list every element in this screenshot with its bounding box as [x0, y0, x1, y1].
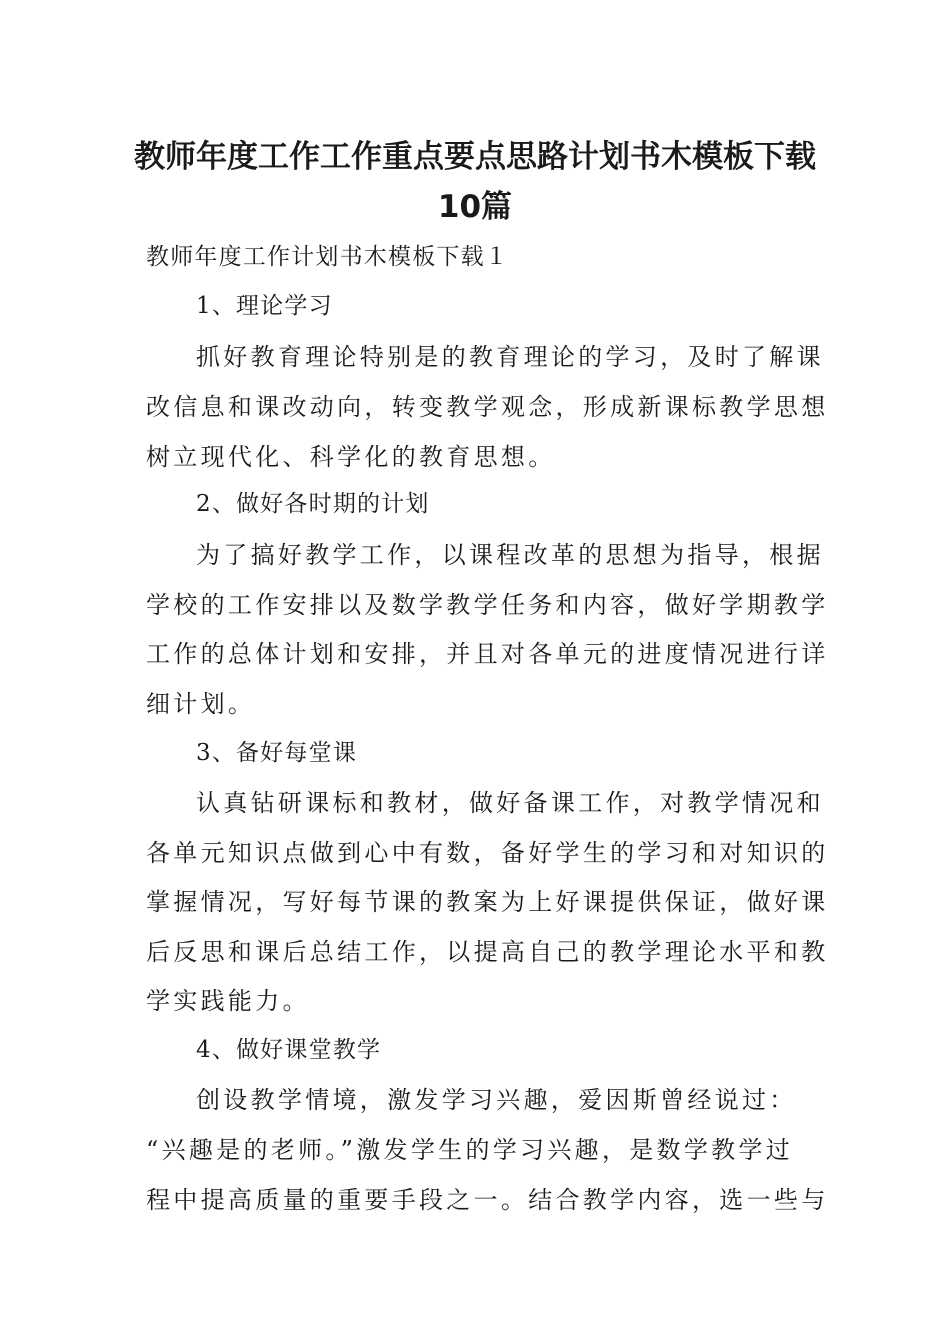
- paragraph-line: 后反思和课后总结工作，以提高自己的教学理论水平和教: [146, 938, 829, 966]
- paragraph-line: “兴趣是的老师。”激发学生的学习兴趣，是数学教学过: [146, 1136, 794, 1164]
- paragraph-line: 抓好教育理论特别是的教育理论的学习，及时了解课: [196, 343, 824, 371]
- section-heading: 1、理论学习: [196, 293, 333, 319]
- paragraph-line: 学实践能力。: [146, 987, 310, 1015]
- paragraph-line: 细计划。: [146, 690, 256, 718]
- document-title: 教师年度工作工作重点要点思路计划书木模板下载: [134, 139, 816, 175]
- paragraph-line: 各单元知识点做到心中有数，备好学生的学习和对知识的: [146, 839, 829, 867]
- paragraph-line: 改信息和课改动向，转变教学观念，形成新课标教学思想: [146, 393, 829, 421]
- paragraph-line: 创设教学情境，激发学习兴趣，爱因斯曾经说过：: [196, 1086, 797, 1114]
- paragraph-line: 学校的工作安排以及数学教学任务和内容，做好学期教学: [146, 591, 829, 619]
- paragraph-line: 认真钻研课标和教材，做好备课工作，对教学情况和: [196, 789, 824, 817]
- paragraph-line: 工作的总体计划和安排，并且对各单元的进度情况进行详: [146, 640, 829, 668]
- paragraph-line: 为了搞好教学工作，以课程改革的思想为指导，根据: [196, 541, 824, 569]
- section-heading: 3、备好每堂课: [196, 740, 358, 766]
- document-title-continued: 10篇: [437, 189, 513, 225]
- document-subtitle: 教师年度工作计划书木模板下载１: [146, 244, 509, 270]
- section-heading: 4、做好课堂教学: [196, 1037, 382, 1063]
- paragraph-line: 掌握情况，写好每节课的教案为上好课提供保证，做好课: [146, 888, 829, 916]
- paragraph-line: 程中提高质量的重要手段之一。结合教学内容，选一些与: [146, 1186, 829, 1214]
- paragraph-line: 树立现代化、科学化的教育思想。: [146, 443, 556, 471]
- section-heading: 2、做好各时期的计划: [196, 491, 430, 517]
